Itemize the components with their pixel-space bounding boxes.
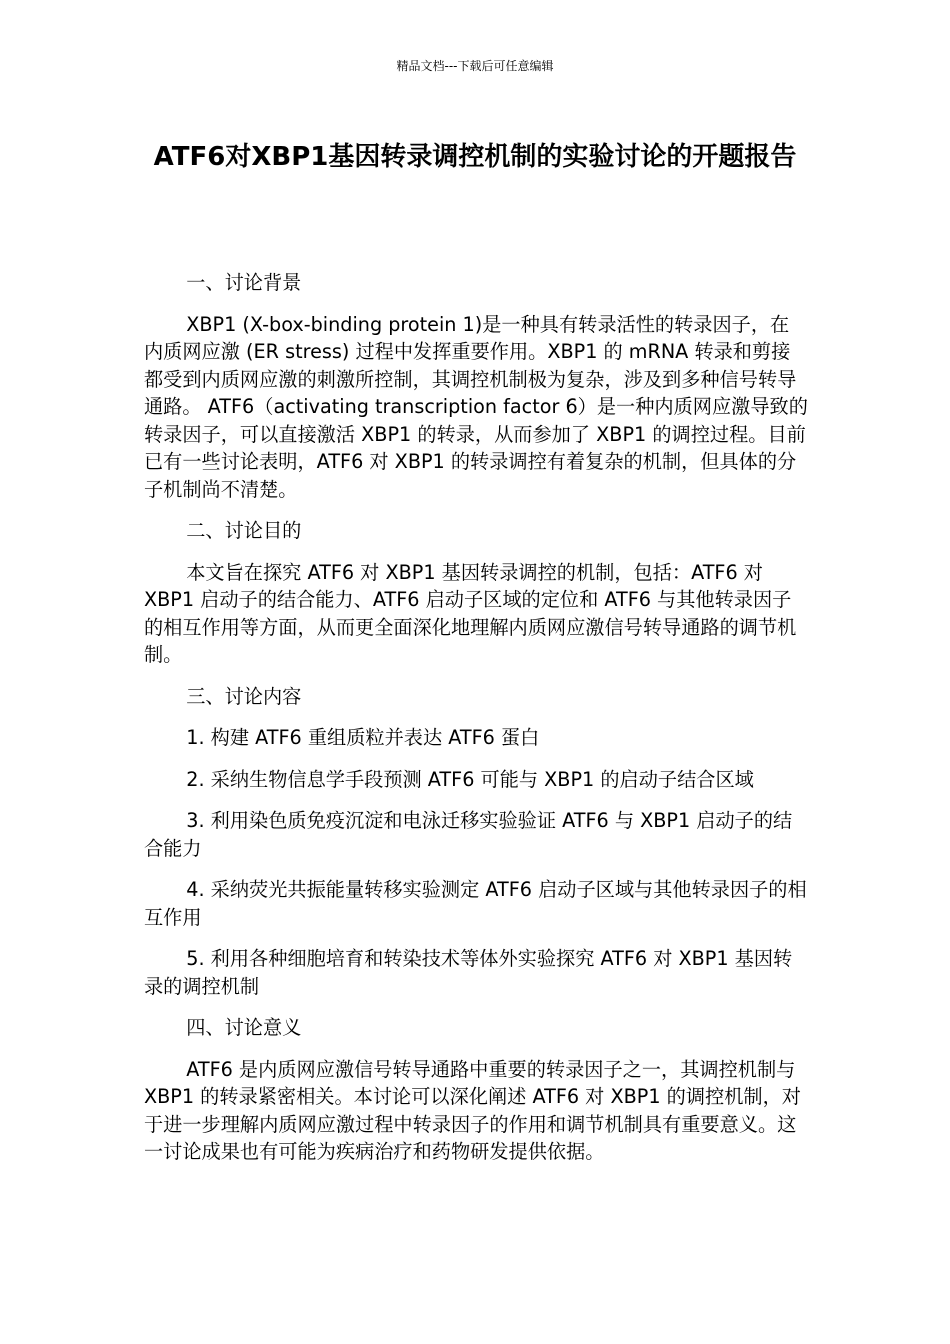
paragraph-purpose: 本文旨在探究 ATF6 对 XBP1 基因转录调控的机制，包括：ATF6 对 XBP1 启动子的结合能力、ATF6 启动子区域的定位和 ATF6 与其他转录因子的相互作用等方面，从而更全面深化地理解内质网应激信号转导通路的调节机制。 bbox=[144, 560, 797, 666]
section-heading-significance: 四、讨论意义 bbox=[186, 1016, 302, 1039]
content-list-item: 3. 利用染色质免疫沉淀和电泳迁移实验验证 ATF6 与 XBP1 启动子的结合能力 bbox=[144, 809, 793, 860]
document-title: ATF6对XBP1基因转录调控机制的实验讨论的开题报告 bbox=[153, 142, 797, 172]
section-heading-purpose: 二、讨论目的 bbox=[186, 519, 302, 542]
section-heading-background: 一、讨论背景 bbox=[186, 271, 302, 294]
content-list-item: 5. 利用各种细胞培育和转染技术等体外实验探究 ATF6 对 XBP1 基因转录的调控机制 bbox=[144, 947, 793, 998]
content-list-item: 4. 采纳荧光共振能量转移实验测定 ATF6 启动子区域与其他转录因子的相互作用 bbox=[144, 878, 807, 929]
paragraph-background: XBP1 (X-box-binding protein 1)是一种具有转录活性的转录因子，在内质网应激 (ER stress) 过程中发挥重要作用。XBP1 的 mRNA 转录和剪接都受到内质网应激的刺激所控制，其调控机制极为复杂，涉及到多种信号转导通路。 ATF6（activating transcription factor 6）是一种内质网应激导致的转录因子，可以直接激活 XBP1 的转录，从而参加了 XBP1 的调控过程。目前已有一些讨论表明，ATF6 对 XBP1 的转录调控有着复杂的机制，但具体的分子机制尚不清楚。 bbox=[144, 312, 808, 501]
content-list-item: 1. 构建 ATF6 重组质粒并表达 ATF6 蛋白 bbox=[186, 726, 540, 749]
page-header: 精品文档---下载后可任意编辑 bbox=[396, 59, 554, 73]
content-list-item: 2. 采纳生物信息学手段预测 ATF6 可能与 XBP1 的启动子结合区域 bbox=[186, 767, 754, 791]
paragraph-significance: ATF6 是内质网应激信号转导通路中重要的转录因子之一，其调控机制与 XBP1 的转录紧密相关。本讨论可以深化阐述 ATF6 对 XBP1 的调控机制，对于进一步理解内质网应激过程中转录因子的作用和调节机制具有重要意义。这一讨论成果也有可能为疾病治疗和药物研发提供依据。 bbox=[144, 1057, 801, 1163]
section-heading-content: 三、讨论内容 bbox=[186, 684, 302, 708]
document-body bbox=[144, 269, 808, 1180]
